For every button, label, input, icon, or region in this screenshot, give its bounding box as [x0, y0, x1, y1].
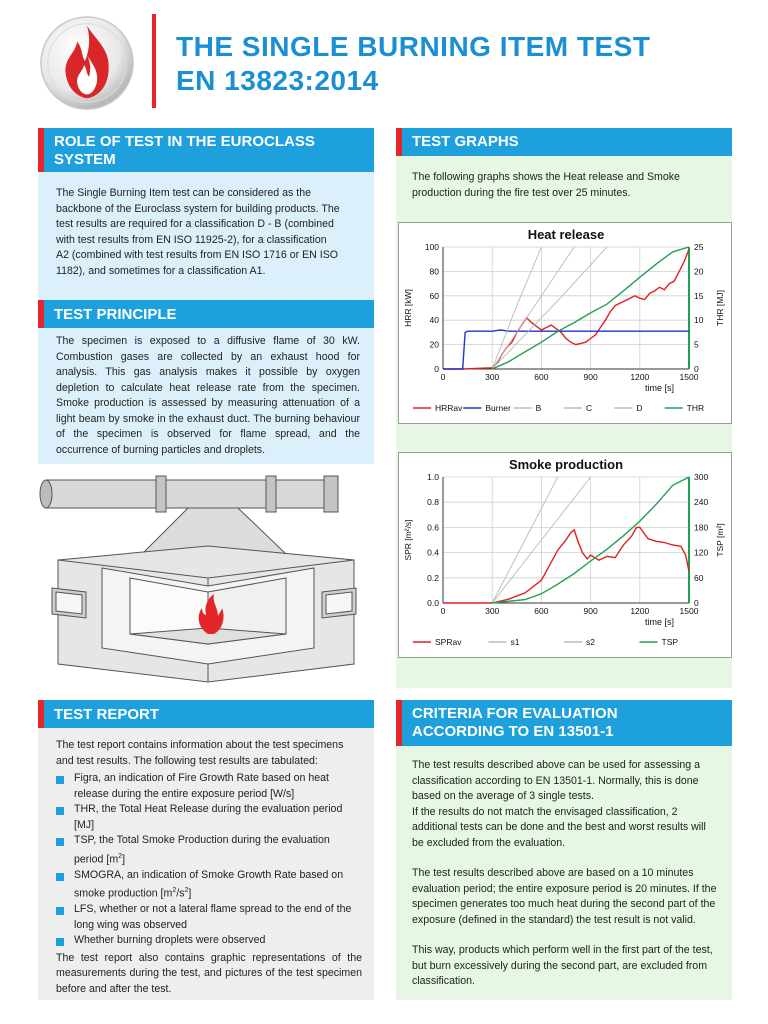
- x-tick-label: 300: [485, 606, 500, 616]
- report-item-text: Whether burning droplets were observed: [74, 934, 266, 947]
- report-item-text: TSP, the Total Smoke Production during the evaluation period [m: [74, 834, 330, 866]
- principle-header: [38, 300, 374, 328]
- chart-title: Smoke production: [508, 457, 624, 472]
- series-line-sprav: [443, 527, 689, 603]
- legend-label: THR: [686, 403, 705, 413]
- criteria-header: [396, 700, 732, 746]
- criteria-paragraph: The test results described above can be used for assessing a classification according to EN 13501-1. Normally, this is done based on the average of 3 single tests.: [412, 759, 700, 802]
- y-tick-label: 0.2: [427, 572, 439, 583]
- y-axis-label: SPR [m²/s]: [403, 519, 413, 561]
- report-item: [56, 902, 362, 933]
- y2-tick-label: 5: [694, 339, 699, 350]
- role-header-line-2: SYSTEM: [54, 151, 116, 168]
- report-text: [56, 738, 362, 997]
- sbi-apparatus-illustration: [38, 468, 374, 690]
- criteria-paragraph: The test results described above are based on a 10 minutes evaluation period; the entire exposure period is 20 minutes. If the specimen generates too much heat during the second part of the exposure (defined in the standard) the test result is not valid.: [412, 867, 717, 926]
- role-line: with test results from EN ISO 11925-2), for a classification: [56, 233, 327, 246]
- x-tick-label: 900: [583, 372, 598, 382]
- series-line-c: [492, 247, 574, 369]
- report-item-text: THR, the Total Heat Release during the evaluation period [MJ]: [74, 803, 343, 831]
- legend-label: B: [535, 403, 542, 413]
- report-item: [56, 833, 362, 868]
- legend-label: TSP: [661, 637, 679, 647]
- role-line: A2 (combined with test results from EN ISO 1716 or EN ISO: [56, 249, 339, 261]
- x-axis-label: time [s]: [645, 383, 675, 393]
- report-outro: The test report also contains graphic representations of the measurements during the test, and pictures of the test specimen before and after the test.: [56, 951, 362, 995]
- heat-release-chart: [398, 222, 732, 424]
- y2-tick-label: 60: [694, 572, 704, 583]
- x-tick-label: 1200: [630, 372, 650, 382]
- y2-tick-label: 25: [694, 242, 704, 252]
- y-tick-label: 1.0: [427, 472, 439, 482]
- x-tick-label: 1500: [679, 372, 699, 382]
- graphs-intro: [412, 170, 728, 201]
- report-item-text: Figra, an indication of Fire Growth Rate based on heat release during the entire exposure period [W/s]: [74, 772, 329, 800]
- report-item: [56, 802, 362, 833]
- criteria-header-line-1: CRITERIA FOR EVALUATION: [412, 705, 618, 722]
- y-axis-label: HRR [kW]: [403, 289, 413, 327]
- report-item: [56, 933, 362, 949]
- y2-axis-label: TSP [m²]: [715, 523, 725, 557]
- title-line-2: EN 13823:2014: [176, 65, 379, 96]
- graphs-header-label: TEST GRAPHS: [412, 133, 519, 150]
- y2-tick-label: 300: [694, 472, 709, 482]
- legend-label: D: [636, 403, 643, 413]
- y-tick-label: 40: [429, 315, 439, 326]
- x-tick-label: 1500: [679, 606, 699, 616]
- principle-text: The specimen is exposed to a diffusive flame of 30 kW. Combustion gases are collected by an exhaust hood for analysis. This gas analysis makes it possible by oxygen depletion to calculate heat release rate from the specimen. Smoke production is assessed by measuring attenuation of a light beam by smoke in the exhaust duct. The burning behaviour of the specimen is observed for flame spread, and the occurrence of burning particles and droplets.: [56, 335, 360, 456]
- report-item-text: LFS, whether or not a lateral flame spread to the end of the long wing was observed: [74, 903, 352, 931]
- y-tick-label: 0.6: [427, 522, 439, 533]
- series-line-b: [492, 247, 541, 369]
- chart-title: Heat release: [527, 227, 605, 242]
- x-tick-label: 0: [440, 606, 446, 616]
- page-title: [176, 30, 650, 98]
- series-line-d: [492, 247, 607, 369]
- bullet-square-icon: [56, 907, 64, 915]
- report-item-after: ]: [188, 887, 192, 900]
- report-item-after: /s: [176, 887, 185, 900]
- report-item: [56, 868, 362, 903]
- y-tick-label: 80: [429, 266, 439, 277]
- role-line: 1182), and sometimes for a classification A1.: [56, 264, 266, 277]
- report-item: [56, 771, 362, 802]
- graphs-intro-line: production during the fire test over 25 minutes.: [412, 186, 631, 199]
- smoke-production-chart-svg: [399, 453, 731, 657]
- report-intro: The test report contains information about the test specimens and test results. The following test results are tabulated:: [56, 739, 344, 767]
- y-tick-label: 100: [424, 242, 439, 252]
- report-item-sup: 2: [184, 887, 189, 895]
- legend-label: HRRav: [435, 403, 463, 413]
- criteria-header-line-2: ACCORDING TO EN 13501-1: [412, 723, 614, 740]
- role-line: The Single Burning Item test can be considered as the: [56, 187, 311, 199]
- smoke-production-chart: [398, 452, 732, 658]
- bullet-square-icon: [56, 938, 64, 946]
- bullet-square-icon: [56, 838, 64, 846]
- bullet-square-icon: [56, 807, 64, 815]
- x-tick-label: 300: [485, 372, 500, 382]
- bullet-square-icon: [56, 776, 64, 784]
- report-list: [56, 771, 362, 949]
- graphs-header: [396, 128, 732, 156]
- role-line: backbone of the Euroclass system for building products. The: [56, 202, 340, 215]
- legend-label: Burner: [485, 403, 511, 413]
- legend-label: s1: [510, 637, 520, 647]
- series-line-s1: [492, 477, 558, 603]
- y2-tick-label: 10: [694, 315, 704, 326]
- y2-tick-label: 20: [694, 266, 704, 277]
- y-tick-label: 0.4: [427, 547, 439, 558]
- legend-label: C: [586, 403, 593, 413]
- criteria-paragraph: If the results do not match the envisaged classification, 2 additional tests can be done and the best and worst results will be excluded from the evaluation.: [412, 805, 706, 849]
- y-tick-label: 60: [429, 290, 439, 301]
- graphs-intro-line: The following graphs shows the Heat release and Smoke: [412, 171, 680, 183]
- title-accent-bar: [152, 14, 156, 108]
- principle-header-label: TEST PRINCIPLE: [54, 306, 177, 323]
- report-item-text: SMOGRA, an indication of Smoke Growth Rate based on smoke production [m: [74, 868, 344, 900]
- criteria-text: [412, 758, 718, 990]
- report-item-after: ]: [122, 853, 126, 866]
- flame-logo-icon: [38, 14, 136, 112]
- legend-label: SPRav: [435, 637, 462, 647]
- role-text: [56, 186, 366, 279]
- y2-tick-label: 15: [694, 290, 704, 301]
- y-tick-label: 0.0: [427, 598, 439, 608]
- role-header-line-1: ROLE OF TEST IN THE EUROCLASS: [54, 133, 315, 150]
- y2-tick-label: 180: [694, 522, 709, 533]
- x-tick-label: 600: [534, 606, 549, 616]
- role-line: test results are required for a classification D - B (combined: [56, 218, 334, 230]
- x-axis-label: time [s]: [645, 617, 675, 627]
- report-header: [38, 700, 374, 728]
- report-item-sup: 2: [172, 887, 177, 895]
- title-line-1: THE SINGLE BURNING ITEM TEST: [176, 31, 651, 62]
- x-tick-label: 900: [583, 606, 598, 616]
- report-item-sup: 2: [118, 852, 123, 860]
- y-tick-label: 0.8: [427, 497, 439, 508]
- y2-tick-label: 0: [694, 598, 699, 608]
- x-tick-label: 600: [534, 372, 549, 382]
- x-tick-label: 0: [440, 372, 446, 382]
- y2-tick-label: 240: [694, 497, 709, 508]
- y-tick-label: 20: [429, 339, 439, 350]
- role-header: [38, 128, 374, 172]
- bullet-square-icon: [56, 873, 64, 881]
- report-header-label: TEST REPORT: [54, 706, 160, 723]
- x-tick-label: 1200: [630, 606, 650, 616]
- y-tick-label: 0: [434, 364, 439, 374]
- y2-tick-label: 120: [694, 547, 709, 558]
- series-line-burner: [443, 330, 689, 369]
- y2-axis-label: THR [MJ]: [715, 290, 725, 326]
- y2-tick-label: 0: [694, 364, 699, 374]
- heat-release-chart-svg: [399, 223, 731, 423]
- criteria-paragraph: This way, products which perform well in the first part of the test, but burn excessively during the second part, are excluded from classification.: [412, 944, 713, 987]
- legend-label: s2: [586, 637, 595, 647]
